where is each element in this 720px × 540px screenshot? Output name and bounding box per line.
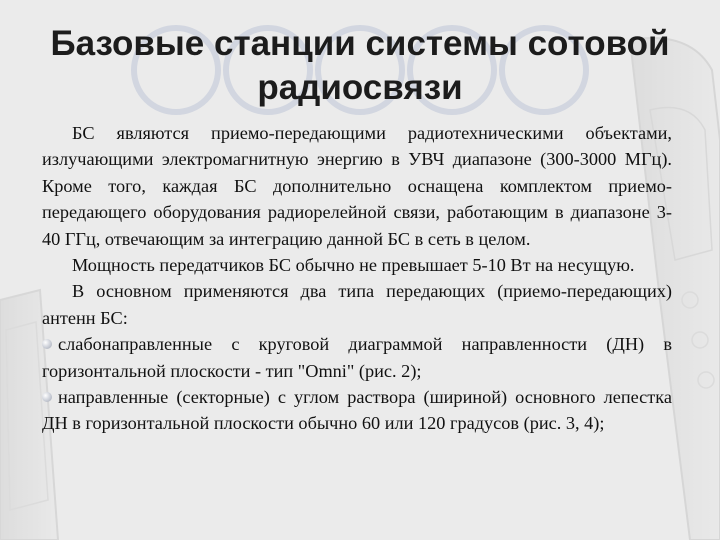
paragraph-base-stations: БС являются приемо-передающими радиотехническими объектами, излучающими электромагнитную энергию в УВЧ диапазоне (300-3000 МГц). Кроме того, каждая БС дополнительно оснащена комплектом приемо-передающего оборудования радиорелейной связи, работающим в диапазоне 3-40 ГГц, отвечающим за интеграцию данной БС в сеть в целом. — [42, 123, 672, 249]
slide-body — [42, 120, 672, 437]
bullet-icon — [42, 339, 52, 349]
slide-title-line-1: Базовые станции системы сотовой — [50, 24, 670, 63]
paragraph-transmitter-power: Мощность передатчиков БС обычно не превышает 5-10 Вт на несущую. — [72, 255, 635, 276]
slide-title — [40, 22, 680, 110]
slide-title-line-2: радиосвязи — [257, 68, 463, 107]
bullet-icon — [42, 392, 52, 402]
bullet-item-omni-text: слабонаправленные с круговой диаграммой направленности (ДН) в горизонтальной плоскости - тип "Omni" (рис. 2); — [42, 334, 672, 381]
bullet-item-sector-text: направленные (секторные) с углом раствора (шириной) основного лепестка ДН в горизонтальной плоскости обычно 60 или 120 градусов (рис. 3, 4); — [42, 387, 672, 434]
bullet-item-omni — [42, 331, 672, 384]
bullet-item-sector — [42, 384, 672, 437]
paragraph-antenna-types: В основном применяются два типа передающих (приемо-передающих) антенн БС: — [42, 281, 672, 328]
